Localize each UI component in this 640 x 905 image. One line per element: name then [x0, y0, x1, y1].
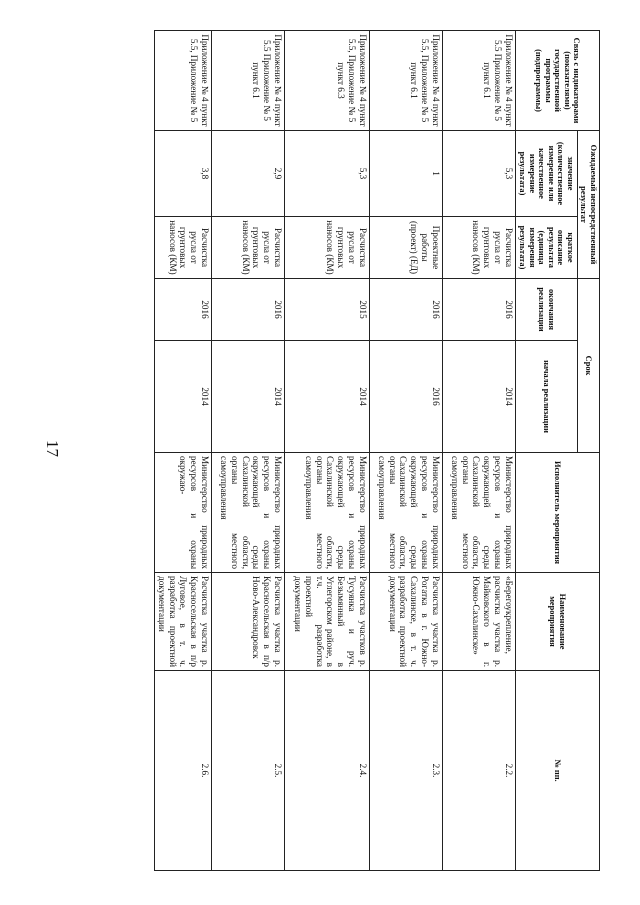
header-link: Связь с индикаторами (показателями) государственной программы (подпрограммы): [515, 31, 599, 131]
cell-num: 2.5.: [211, 671, 284, 871]
cell-start: 2014: [155, 341, 212, 453]
cell-num: 2.2.: [442, 671, 515, 871]
rotated-table-container: [154, 30, 600, 870]
cell-value: 5,3: [442, 131, 515, 217]
header-name: Наименование мероприятия: [515, 573, 599, 671]
page-number: 17: [43, 440, 62, 457]
cell-link: Приложение № 4 пункт 5.5 Приложение № 5 пункт 6.1: [211, 31, 284, 131]
cell-value: 3,8: [155, 131, 212, 217]
cell-desc: Расчистка русла от грунтовых наносов (КМ): [442, 217, 515, 279]
cell-value: 2,9: [211, 131, 284, 217]
cell-end: 2016: [369, 279, 442, 341]
cell-name: Расчистка участков р. Тусуянка и руч. Безымянный в Углегорском районе, в т.ч. разработка проектной документации: [285, 573, 370, 671]
table-row: [285, 31, 370, 871]
cell-executor: Министерство природных ресурсов и охраны окружающей среды Сахалинской области, органы местного самоуправления: [369, 453, 442, 573]
table-row: [369, 31, 442, 871]
cell-desc: Проектные работы (проект) (ЕД): [369, 217, 442, 279]
header-desc: краткое описание результата (единица измерения результата): [515, 217, 577, 279]
cell-value: 5,3: [285, 131, 370, 217]
cell-name: Расчистка участка р. Красносельская в п/р Ново-Александровск: [211, 573, 284, 671]
header-num: № пп.: [515, 671, 599, 871]
cell-executor: Министерство природных ресурсов и охраны окружающей среды Сахалинской области, органы местного самоуправления: [285, 453, 370, 573]
cell-executor: Министерство природных ресурсов и охраны окружающей среды Сахалинской области, органы местного самоуправления: [442, 453, 515, 573]
header-end: окончания реализации: [515, 279, 577, 341]
cell-desc: Расчистка русла от грунтовых наносов (КМ): [211, 217, 284, 279]
cell-value: 1: [369, 131, 442, 217]
header-expected: Ожидаемый непосредственный результат: [577, 131, 599, 279]
cell-num: 2.6.: [155, 671, 212, 871]
cell-desc: Расчистка русла от грунтовых наносов (КМ): [285, 217, 370, 279]
table-row: [155, 31, 212, 871]
cell-end: 2016: [442, 279, 515, 341]
cell-start: 2014: [285, 341, 370, 453]
cell-link: Приложение № 4 пункт 5.5 Приложение № 5 пункт 6.1: [442, 31, 515, 131]
cell-link: Приложение № 4 пункт 5.5, Приложение № 5 пункт 6.1: [369, 31, 442, 131]
header-start: начала реализации: [515, 341, 577, 453]
header-value: значение (количественное измерение или качественное измерение результата): [515, 131, 577, 217]
header-executor: Исполнитель мероприятия: [515, 453, 599, 573]
cell-executor: Министерство природных ресурсов и охраны окружающей среды Сахалинской области, органы местного самоуправления: [211, 453, 284, 573]
cell-start: 2014: [211, 341, 284, 453]
cell-end: 2016: [155, 279, 212, 341]
cell-executor: Министерство природных ресурсов и охраны окружаю-: [155, 453, 212, 573]
cell-end: 2016: [211, 279, 284, 341]
cell-name: Расчистка участка р. Красносельская в п/р Луговое, в т. ч. разработка проектной документации: [155, 573, 212, 671]
table-row: [211, 31, 284, 871]
cell-link: Приложение № 4 пункт 5.5, Приложение № 5: [155, 31, 212, 131]
table-row: [442, 31, 515, 871]
cell-desc: Расчистка русла от грунтовых наносов (КМ): [155, 217, 212, 279]
cell-end: 2015: [285, 279, 370, 341]
cell-name: «Берегоукрепление, расчистка участка р. Майковского в г. Южно-Сахалинске»: [442, 573, 515, 671]
cell-start: 2016: [369, 341, 442, 453]
header-period: Срок: [577, 279, 599, 453]
cell-num: 2.4.: [285, 671, 370, 871]
cell-num: 2.3.: [369, 671, 442, 871]
cell-start: 2014: [442, 341, 515, 453]
cell-name: Расчистка участка р. Рогатка в г. Южно-Сахалинске, в т. ч. разработка проектной документации: [369, 573, 442, 671]
cell-link: Приложение № 4 пункт 5.5, Приложение № 5 пункт 6.3: [285, 31, 370, 131]
activities-table: [154, 30, 600, 871]
